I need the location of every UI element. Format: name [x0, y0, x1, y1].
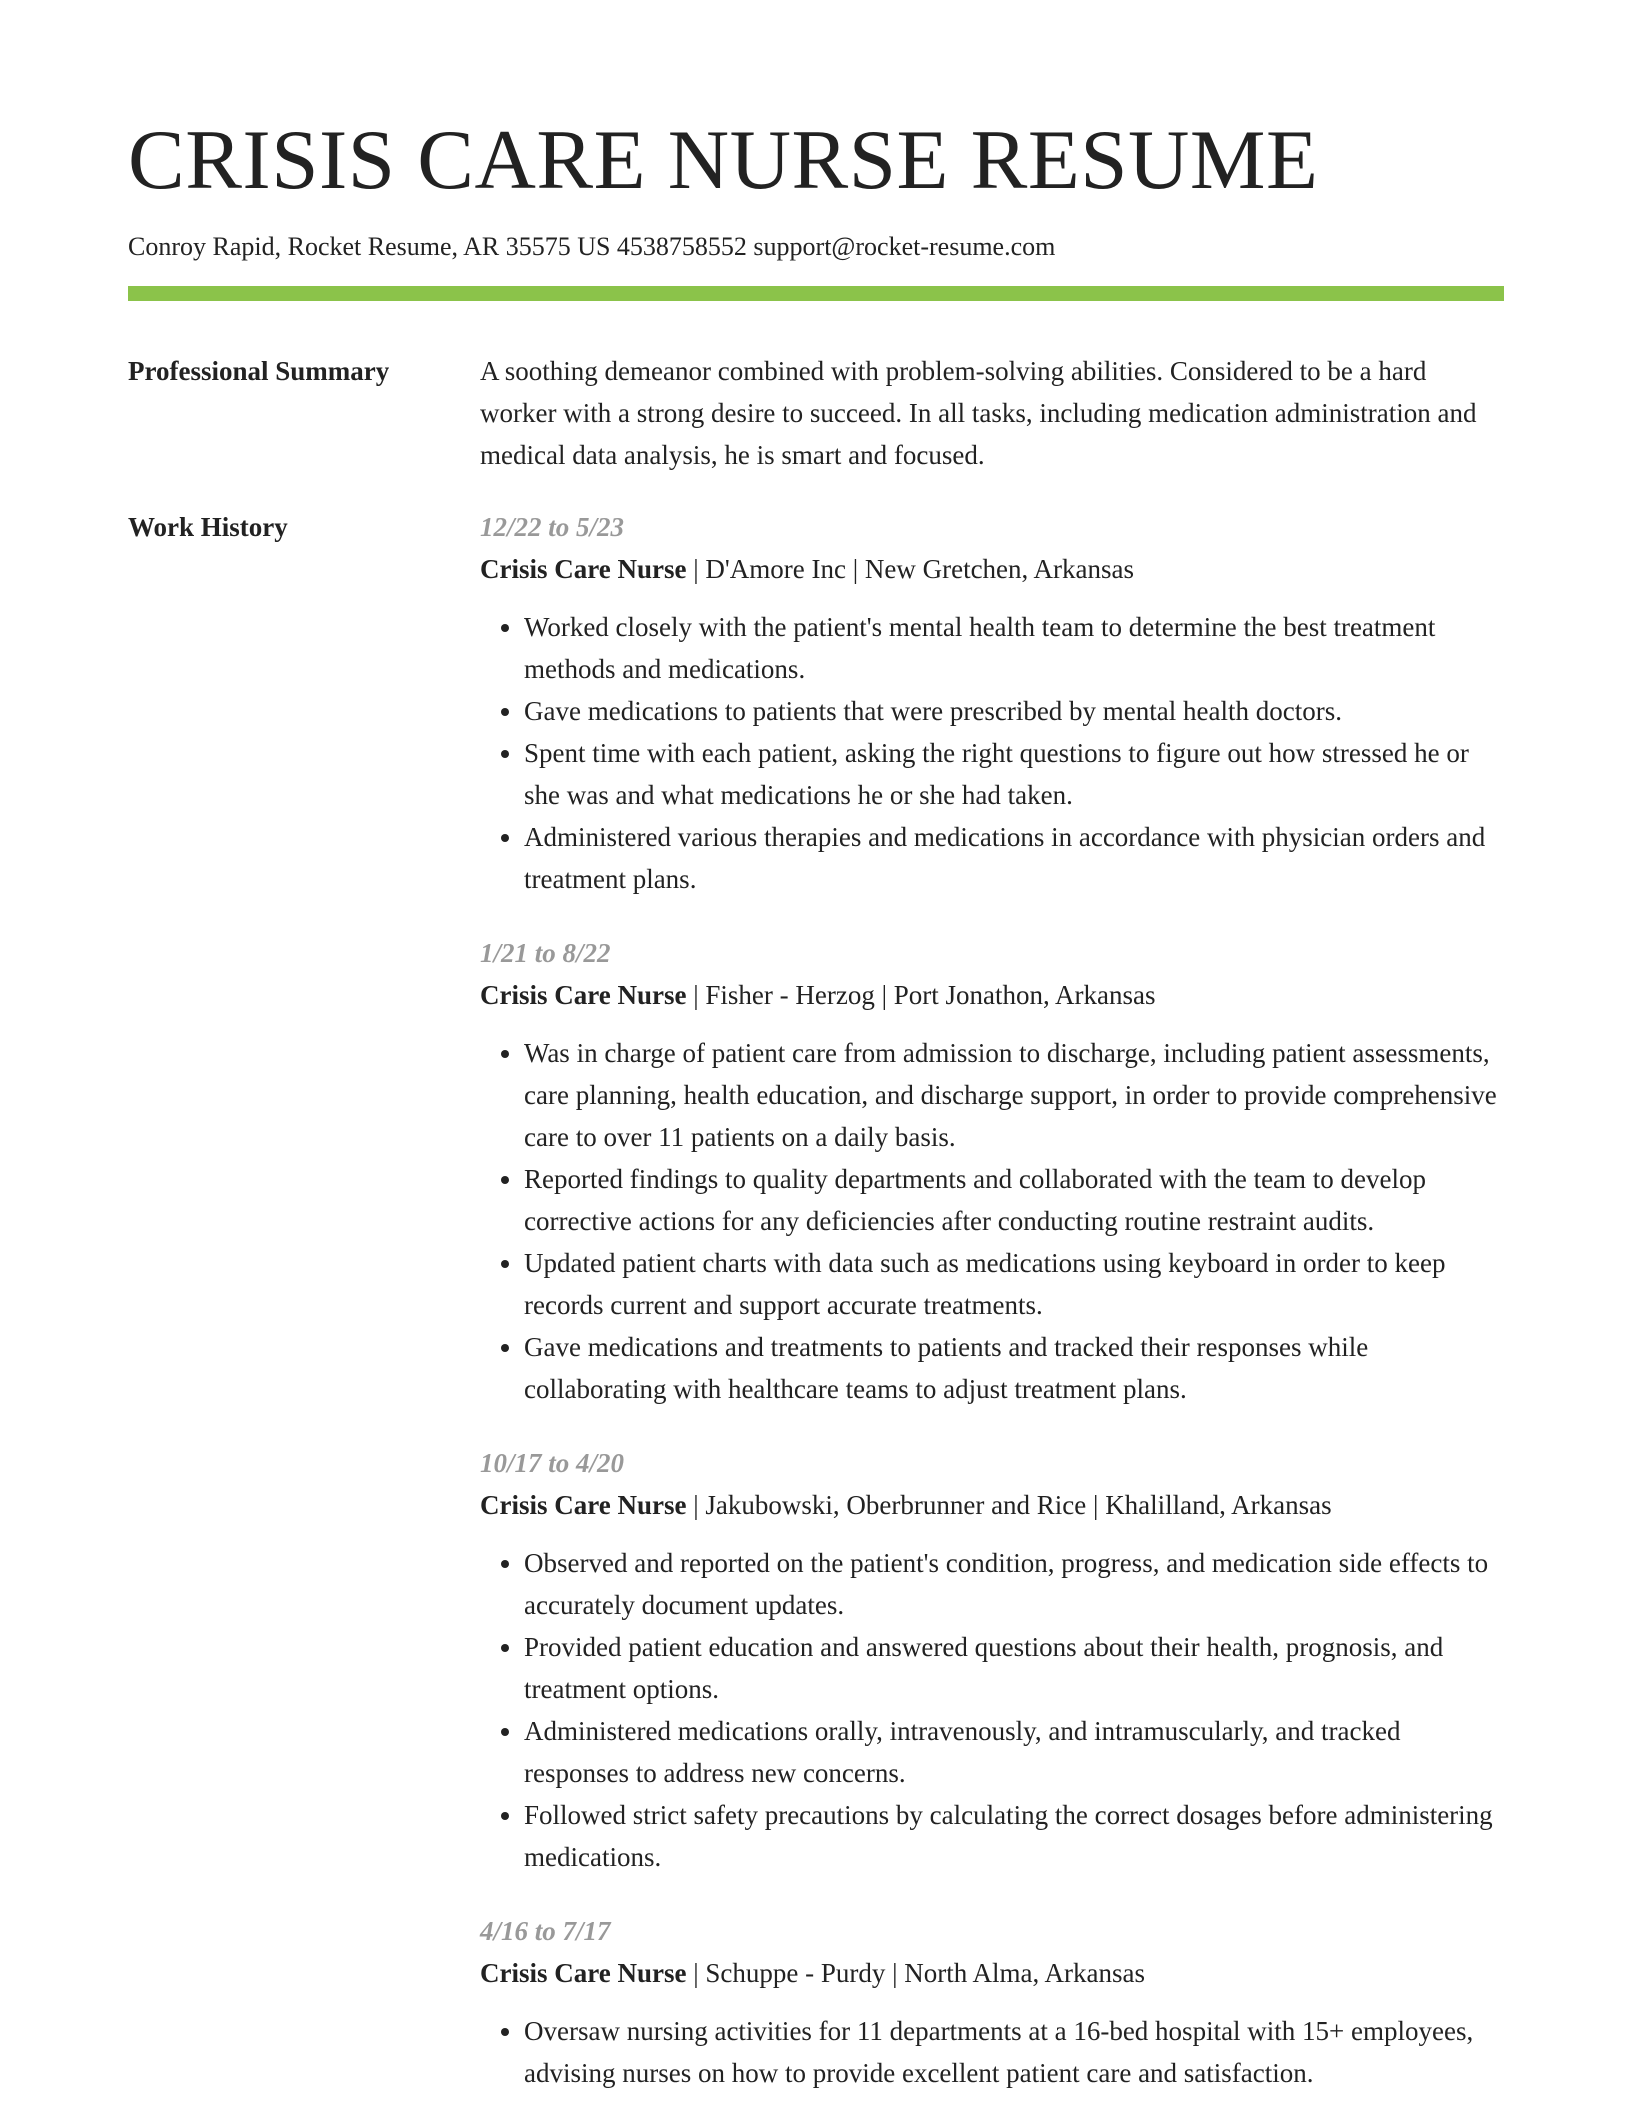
- job-title: Crisis Care Nurse: [480, 1958, 687, 1989]
- job-bullet: • Updated patient charts with data such as medications using keyboard in order to keep records current and support accurate treatments.: [524, 1242, 1504, 1326]
- summary-text: A soothing demeanor combined with problem-solving abilities. Considered to be a hard worker with a strong desire to succeed. In all tasks, including medication administration and medical data analysis, he is smart and focused.: [480, 356, 1477, 471]
- job-bullet: • Followed strict safety precautions by calculating the correct dosages before administering medications.: [524, 1794, 1504, 1878]
- job-bullet: • Gave medications and treatments to patients and tracked their responses while collaborating with healthcare teams to adjust treatment plans.: [524, 1326, 1504, 1410]
- job-bullets: [480, 2010, 1504, 2094]
- job-entry: [480, 1442, 1504, 1878]
- job-heading: [480, 1484, 1504, 1526]
- separator: |: [885, 1958, 905, 1989]
- professional-summary-section: [128, 350, 1504, 476]
- job-company: Jakubowski, Oberbrunner and Rice: [705, 1490, 1087, 1521]
- job-company: Fisher - Herzog: [705, 980, 875, 1011]
- separator: |: [686, 1490, 706, 1521]
- job-bullet: • Oversaw nursing activities for 11 departments at a 16-bed hospital with 15+ employees, advising nurses on how to provide excellent patient care and satisfaction.: [524, 2010, 1504, 2094]
- job-bullet: • Administered medications orally, intravenously, and intramuscularly, and tracked responses to address new concerns.: [524, 1710, 1504, 1794]
- job-heading: [480, 1952, 1504, 1994]
- job-location: Port Jonathon, Arkansas: [893, 980, 1156, 1011]
- separator: |: [1086, 1490, 1106, 1521]
- job-dates: 12/22 to 5/23: [480, 512, 625, 543]
- resume-title: CRISIS CARE NURSE RESUME: [128, 113, 1319, 207]
- job-heading: [480, 974, 1504, 1016]
- job-bullet: • Gave medications to patients that were prescribed by mental health doctors.: [524, 690, 1504, 732]
- job-entry: [480, 506, 1504, 900]
- resume-page: [128, 0, 1504, 2094]
- job-bullet: • Worked closely with the patient's mental health team to determine the best treatment methods and medications.: [524, 606, 1504, 690]
- separator: |: [686, 980, 706, 1011]
- section-label-work-history: Work History: [128, 512, 288, 543]
- job-bullets: [480, 606, 1504, 900]
- job-title: Crisis Care Nurse: [480, 1490, 687, 1521]
- job-bullet: • Provided patient education and answered questions about their health, prognosis, and treatment options.: [524, 1626, 1504, 1710]
- section-label-professional-summary: Professional Summary: [128, 356, 390, 387]
- job-location: New Gretchen, Arkansas: [864, 554, 1135, 585]
- separator: |: [686, 1958, 706, 1989]
- job-location: Khalilland, Arkansas: [1105, 1490, 1332, 1521]
- job-bullet: • Was in charge of patient care from admission to discharge, including patient assessments, care planning, health education, and discharge support, in order to provide comprehensive care to over 11 patients on a daily basis.: [524, 1032, 1504, 1158]
- separator: |: [874, 980, 894, 1011]
- job-title: Crisis Care Nurse: [480, 554, 687, 585]
- job-bullet: • Administered various therapies and medications in accordance with physician orders and treatment plans.: [524, 816, 1504, 900]
- job-heading: [480, 548, 1504, 590]
- job-bullet: • Reported findings to quality departments and collaborated with the team to develop corrective actions for any deficiencies after conducting routine restraint audits.: [524, 1158, 1504, 1242]
- job-entry: [480, 1910, 1504, 2094]
- header-divider: [128, 286, 1504, 301]
- job-company: D'Amore Inc: [705, 554, 846, 585]
- job-dates: 1/21 to 8/22: [480, 938, 611, 969]
- job-location: North Alma, Arkansas: [904, 1958, 1145, 1989]
- job-title: Crisis Care Nurse: [480, 980, 687, 1011]
- work-history-list: [480, 506, 1504, 2094]
- job-entry: [480, 932, 1504, 1410]
- job-bullet: • Spent time with each patient, asking the right questions to figure out how stressed he or she was and what medications he or she had taken.: [524, 732, 1504, 816]
- job-bullet: • Observed and reported on the patient's condition, progress, and medication side effects to accurately document updates.: [524, 1542, 1504, 1626]
- separator: |: [845, 554, 865, 585]
- job-bullets: [480, 1032, 1504, 1410]
- contact-info: Conroy Rapid, Rocket Resume, AR 35575 US 4538758552 support@rocket-resume.com: [128, 232, 1056, 261]
- job-bullets: [480, 1542, 1504, 1878]
- job-dates: 4/16 to 7/17: [480, 1916, 611, 1947]
- work-history-section: [128, 506, 1504, 2094]
- job-dates: 10/17 to 4/20: [480, 1448, 625, 1479]
- job-company: Schuppe - Purdy: [705, 1958, 886, 1989]
- separator: |: [686, 554, 706, 585]
